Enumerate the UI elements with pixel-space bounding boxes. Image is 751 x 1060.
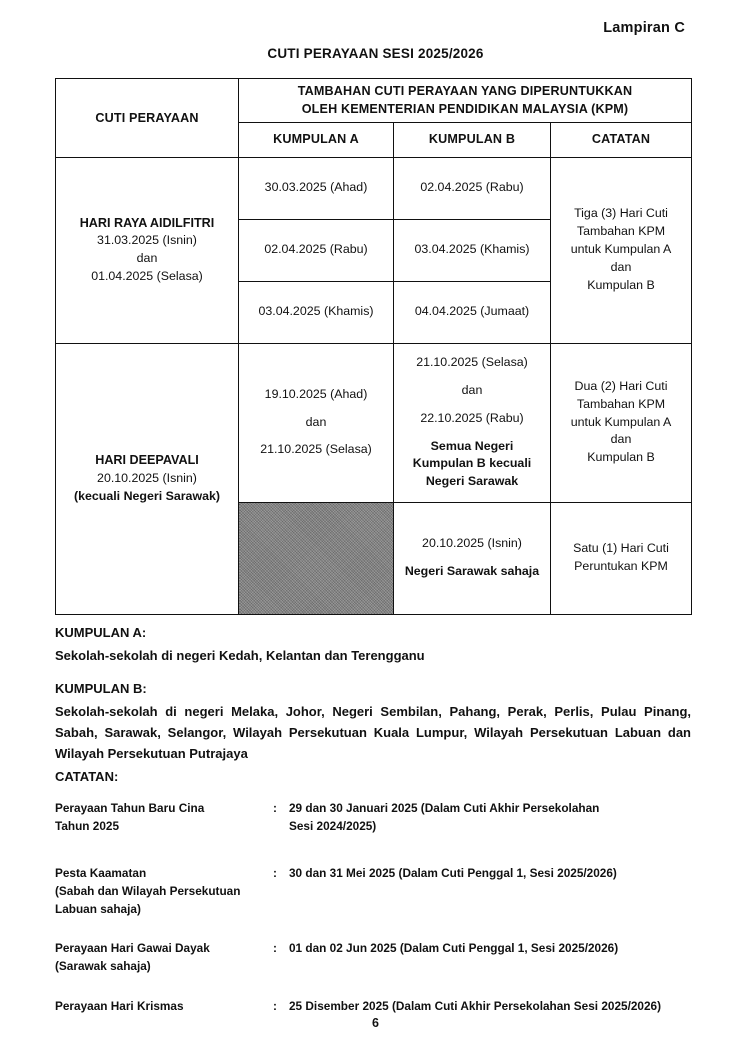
header-kumpulan-a: KUMPULAN A <box>239 122 394 157</box>
cell-aidilfitri-name <box>56 157 239 343</box>
catatan-label-1-line1: Pesta Kaamatan <box>55 866 147 881</box>
header-catatan: CATATAN <box>551 122 692 157</box>
kumpulan-b-body: Sekolah-sekolah di negeri Melaka, Johor, Negeri Sembilan, Pahang, Perak, Perlis, Pulau Pinang, Sabah, Sarawak, Selangor, Wilayah Persekutuan Kuala Lumpur, Wilayah Persekutuan Labuan dan Wilayah Persekutuan Putrajaya <box>55 704 691 762</box>
list-item <box>55 940 695 975</box>
cell-deepavali-name <box>56 343 239 614</box>
deepavali-b-3: 22.10.2025 (Rabu) <box>420 410 524 425</box>
cuti-perayaan-table-wrap <box>55 78 691 615</box>
deepavali-sarawak-catatan-2: Peruntukan KPM <box>574 559 668 573</box>
catatan-value-3 <box>289 998 695 1016</box>
header-cuti-perayaan: CUTI PERAYAAN <box>56 79 239 158</box>
deepavali-date-2: (kecuali Negeri Sarawak) <box>73 488 220 503</box>
catatan-label-3 <box>55 998 273 1016</box>
catatan-label-0-line2: Tahun 2025 <box>55 818 120 833</box>
cell-deepavali-sarawak-b <box>394 502 551 614</box>
aidilfitri-catatan-2: Tambahan KPM <box>576 224 666 239</box>
aidilfitri-title: HARI RAYA AIDILFITRI <box>79 215 215 230</box>
cell-deepavali-catatan <box>551 343 692 502</box>
aidilfitri-date-2: dan <box>136 251 158 266</box>
catatan-label-2-line2: (Sarawak sahaja) <box>55 959 151 974</box>
catatan-label-0-line1: Perayaan Tahun Baru Cina <box>55 801 205 815</box>
header-tambahan-line1: TAMBAHAN CUTI PERAYAAN YANG DIPERUNTUKKAN <box>297 84 633 98</box>
list-item <box>55 865 695 918</box>
cell-aidilfitri-b-1: 02.04.2025 (Rabu) <box>394 157 551 219</box>
cell-deepavali-sarawak-catatan <box>551 502 692 614</box>
catatan-label-2 <box>55 940 273 975</box>
catatan-colon-1: : <box>273 866 277 881</box>
catatan-label-1 <box>55 865 273 918</box>
cell-deepavali-sarawak-a-shaded <box>239 502 394 614</box>
kumpulan-a-body: Sekolah-sekolah di negeri Kedah, Kelantan dan Terengganu <box>55 648 425 664</box>
catatan-value-2-line1: 01 dan 02 Jun 2025 (Dalam Cuti Penggal 1, Sesi 2025/2026) <box>289 941 619 956</box>
catatan-list <box>55 800 695 1016</box>
deepavali-catatan-4: dan <box>610 432 632 447</box>
aidilfitri-catatan-5: Kumpulan B <box>587 277 655 292</box>
page-number: 6 <box>372 1016 379 1030</box>
cell-aidilfitri-catatan <box>551 157 692 343</box>
kumpulan-b-section <box>55 678 691 764</box>
cell-aidilfitri-a-3: 03.04.2025 (Khamis) <box>239 281 394 343</box>
deepavali-b-bold-3: Negeri Sarawak <box>425 474 519 489</box>
cell-deepavali-a <box>239 343 394 502</box>
deepavali-sarawak-catatan-1: Satu (1) Hari Cuti <box>573 541 669 556</box>
cell-aidilfitri-b-2: 03.04.2025 (Khamis) <box>394 219 551 281</box>
catatan-value-1 <box>289 865 695 883</box>
table-row <box>56 157 692 219</box>
cell-aidilfitri-a-1: 30.03.2025 (Ahad) <box>239 157 394 219</box>
catatan-label-3-line1: Perayaan Hari Krismas <box>55 998 184 1013</box>
catatan-value-2 <box>289 940 695 958</box>
deepavali-b-bold-1: Semua Negeri <box>430 438 514 453</box>
deepavali-sarawak-b-1: 20.10.2025 (Isnin) <box>422 536 522 551</box>
deepavali-catatan-3: untuk Kumpulan A <box>570 414 672 429</box>
catatan-label-2-line1: Perayaan Hari Gawai Dayak <box>55 941 210 956</box>
deepavali-title: HARI DEEPAVALI <box>95 453 199 468</box>
deepavali-b-2: dan <box>461 382 483 397</box>
catatan-colon-2: : <box>273 941 277 956</box>
deepavali-catatan-5: Kumpulan B <box>587 450 655 465</box>
cell-aidilfitri-a-2: 02.04.2025 (Rabu) <box>239 219 394 281</box>
deepavali-a-2: dan <box>305 414 327 429</box>
lampiran-label: Lampiran C <box>603 20 685 36</box>
catatan-label-0 <box>55 800 273 835</box>
catatan-value-0-line1: 29 dan 30 Januari 2025 (Dalam Cuti Akhir Persekolahan <box>289 801 600 815</box>
cell-deepavali-b <box>394 343 551 502</box>
kumpulan-b-heading: KUMPULAN B: <box>55 681 147 696</box>
catatan-colon-0: : <box>273 801 277 815</box>
list-item <box>55 998 695 1016</box>
catatan-heading: CATATAN: <box>55 769 119 784</box>
catatan-value-3-line1: 25 Disember 2025 (Dalam Cuti Akhir Persekolahan Sesi 2025/2026) <box>289 998 662 1013</box>
aidilfitri-catatan-3: untuk Kumpulan A <box>570 242 672 256</box>
kumpulan-a-heading: KUMPULAN A: <box>55 625 147 640</box>
aidilfitri-catatan-1: Tiga (3) Hari Cuti <box>574 206 668 221</box>
deepavali-sarawak-b-bold: Negeri Sarawak sahaja <box>404 564 540 578</box>
table-header-row-1 <box>56 79 692 123</box>
deepavali-a-1: 19.10.2025 (Ahad) <box>264 386 368 401</box>
deepavali-date-1: 20.10.2025 (Isnin) <box>97 470 197 485</box>
aidilfitri-date-3: 01.04.2025 (Selasa) <box>91 269 203 284</box>
deepavali-b-bold-2: Kumpulan B kecuali <box>412 456 532 471</box>
header-tambahan-span <box>239 79 692 123</box>
deepavali-a-3: 21.10.2025 (Selasa) <box>260 442 372 457</box>
cuti-perayaan-table <box>55 78 692 615</box>
aidilfitri-date-1: 31.03.2025 (Isnin) <box>97 233 197 248</box>
table-row <box>56 343 692 502</box>
kumpulan-a-section <box>55 622 691 666</box>
header-tambahan-line2: OLEH KEMENTERIAN PENDIDIKAN MALAYSIA (KPM) <box>301 102 629 117</box>
aidilfitri-catatan-4: dan <box>610 259 632 274</box>
catatan-value-0 <box>289 800 695 835</box>
catatan-value-1-line1: 30 dan 31 Mei 2025 (Dalam Cuti Penggal 1, Sesi 2025/2026) <box>289 866 617 881</box>
catatan-value-0-line2: Sesi 2024/2025) <box>289 818 377 833</box>
list-item <box>55 800 695 835</box>
cell-aidilfitri-b-3: 04.04.2025 (Jumaat) <box>394 281 551 343</box>
catatan-colon-3: : <box>273 998 277 1013</box>
catatan-label-1-line3: Labuan sahaja) <box>55 901 141 916</box>
deepavali-b-1: 21.10.2025 (Selasa) <box>416 354 528 369</box>
catatan-label-1-line2: (Sabah dan Wilayah Persekutuan <box>55 884 241 899</box>
deepavali-catatan-2: Tambahan KPM <box>576 396 666 411</box>
header-kumpulan-b: KUMPULAN B <box>394 122 551 157</box>
deepavali-catatan-1: Dua (2) Hari Cuti <box>574 378 668 393</box>
page-title: CUTI PERAYAAN SESI 2025/2026 <box>267 46 484 61</box>
